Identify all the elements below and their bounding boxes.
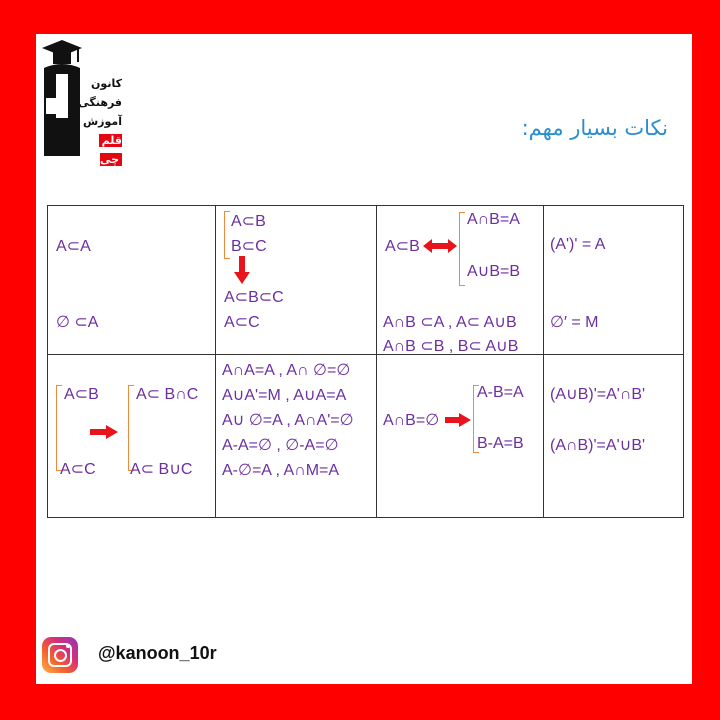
- cell-r2c1: [48, 355, 216, 518]
- double-arrow-icon: [423, 239, 457, 253]
- cell-r1c2: [216, 206, 377, 355]
- instagram-handle[interactable]: @kanoon_10r: [98, 643, 217, 663]
- cell-r1c1: [48, 206, 216, 355]
- set-rules-table: [47, 205, 684, 518]
- cell-text: A∩B ⊂A , A⊂ A∪B: [383, 314, 517, 331]
- cell-text: A∩B ⊂B , B⊂ A∪B: [383, 338, 519, 355]
- logo-wordmark: [78, 74, 122, 169]
- cell-text: A⊂A: [56, 238, 91, 255]
- instagram-icon[interactable]: [42, 637, 78, 673]
- cell-r2c2: [216, 355, 377, 518]
- cell-text: A∩B=∅: [383, 412, 440, 429]
- cell-text: A⊂B⊂C: [224, 289, 284, 306]
- cell-text: ∅′ = M: [550, 314, 599, 331]
- cell-text: A∪B=B: [467, 263, 521, 280]
- right-arrow-icon: [445, 413, 471, 427]
- cell-r1c3: [377, 206, 544, 355]
- cell-text: A∪A'=M , A∪A=A: [222, 387, 347, 404]
- logo-line-red: قلم چی: [99, 134, 122, 166]
- cell-text: A-B=A: [477, 384, 524, 401]
- cell-text: A∩B=A: [467, 211, 520, 228]
- bracket: [459, 212, 465, 286]
- bracket: [224, 211, 230, 259]
- graduate-figure-icon: [40, 38, 82, 158]
- cell-text: A⊂B: [385, 238, 420, 255]
- cell-r1c4: [544, 206, 684, 355]
- cell-text: A-A=∅ , ∅-A=∅: [222, 437, 339, 454]
- cell-text: B-A=B: [477, 435, 524, 452]
- cell-text: A-∅=A , A∩M=A: [222, 462, 340, 479]
- page-heading: نکات بسیار مهم:: [521, 116, 668, 140]
- cell-text: ∅ ⊂A: [56, 314, 99, 331]
- cell-text: (A∩B)'=A'∪B': [550, 437, 646, 454]
- down-arrow-icon: [234, 256, 250, 284]
- kanoon-logo: [40, 38, 124, 166]
- right-arrow-icon: [90, 425, 118, 439]
- cell-text: B⊂C: [231, 238, 267, 255]
- logo-line: فرهنگی: [78, 96, 122, 109]
- cell-text: A∪ ∅=A , A∩A'=∅: [222, 412, 354, 429]
- cell-text: (A')' = A: [550, 236, 606, 253]
- cell-r2c4: [544, 355, 684, 518]
- cell-text: A⊂ B∪C: [130, 461, 193, 478]
- cell-text: A⊂B: [231, 213, 266, 230]
- cell-text: A∩A=A , A∩ ∅=∅: [222, 362, 351, 379]
- cell-text: (A∪B)'=A'∩B': [550, 386, 646, 403]
- cell-r2c3: [377, 355, 544, 518]
- cell-text: A⊂B: [64, 386, 99, 403]
- cell-text: A⊂C: [224, 314, 260, 331]
- logo-line: آموزش: [83, 115, 122, 128]
- logo-line: کانون: [91, 77, 122, 90]
- cell-text: A⊂C: [60, 461, 96, 478]
- cell-text: A⊂ B∩C: [136, 386, 199, 403]
